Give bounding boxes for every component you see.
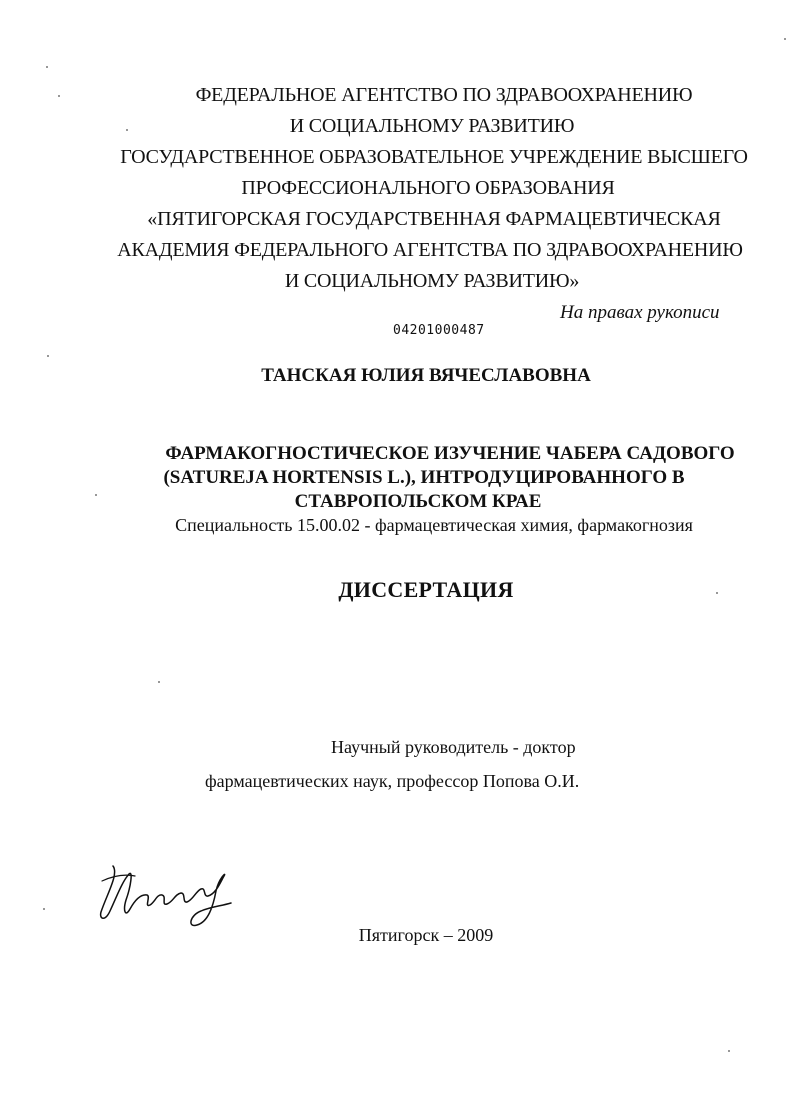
dissertation-title-line-3: СТАВРОПОЛЬСКОМ КРАЕ <box>294 491 542 512</box>
institution-line-4: ПРОФЕССИОНАЛЬНОГО ОБРАЗОВАНИЯ <box>241 177 615 199</box>
specialty-line: Специальность 15.00.02 - фармацевтическая химия, фармакогнозия <box>175 515 693 535</box>
scan-speck <box>47 355 49 357</box>
dissertation-title-line-2: (SATUREJA HORTENSIS L.), ИНТРОДУЦИРОВАННОГО В <box>163 467 685 488</box>
dissertation-title-line-1: ФАРМАКОГНОСТИЧЕСКОЕ ИЗУЧЕНИЕ ЧАБЕРА САДОВОГО <box>165 443 735 464</box>
document-type: ДИССЕРТАЦИЯ <box>338 577 514 602</box>
scan-speck <box>784 38 786 40</box>
institution-line-7: И СОЦИАЛЬНОМУ РАЗВИТИЮ» <box>284 270 580 292</box>
institution-line-2: И СОЦИАЛЬНОМУ РАЗВИТИЮ <box>289 115 575 137</box>
institution-line-5: «ПЯТИГОРСКАЯ ГОСУДАРСТВЕННАЯ ФАРМАЦЕВТИЧЕСКАЯ <box>147 208 721 230</box>
rights-note: На правах рукописи <box>560 302 720 323</box>
supervisor-line-1: Научный руководитель - доктор <box>331 737 576 757</box>
scan-speck <box>95 494 97 496</box>
registration-number: 04201000487 <box>393 323 485 338</box>
place-and-year: Пятигорск – 2009 <box>358 925 494 945</box>
scan-speck <box>43 908 45 910</box>
institution-line-6: АКАДЕМИЯ ФЕДЕРАЛЬНОГО АГЕНТСТВА ПО ЗДРАВООХРАНЕНИЮ <box>117 239 743 261</box>
author-name: ТАНСКАЯ ЮЛИЯ ВЯЧЕСЛАВОВНА <box>261 365 591 386</box>
scan-speck <box>126 129 128 131</box>
institution-line-1: ФЕДЕРАЛЬНОЕ АГЕНТСТВО ПО ЗДРАВООХРАНЕНИЮ <box>195 84 693 106</box>
handwritten-signature <box>95 858 240 930</box>
scan-speck <box>46 66 48 68</box>
scan-speck <box>716 592 718 594</box>
scan-speck <box>58 95 60 97</box>
scan-speck <box>728 1050 730 1052</box>
institution-line-3: ГОСУДАРСТВЕННОЕ ОБРАЗОВАТЕЛЬНОЕ УЧРЕЖДЕНИЕ ВЫСШЕГО <box>120 146 748 168</box>
supervisor-line-2: фармацевтических наук, профессор Попова О.И. <box>205 771 580 791</box>
scan-speck <box>158 681 160 683</box>
